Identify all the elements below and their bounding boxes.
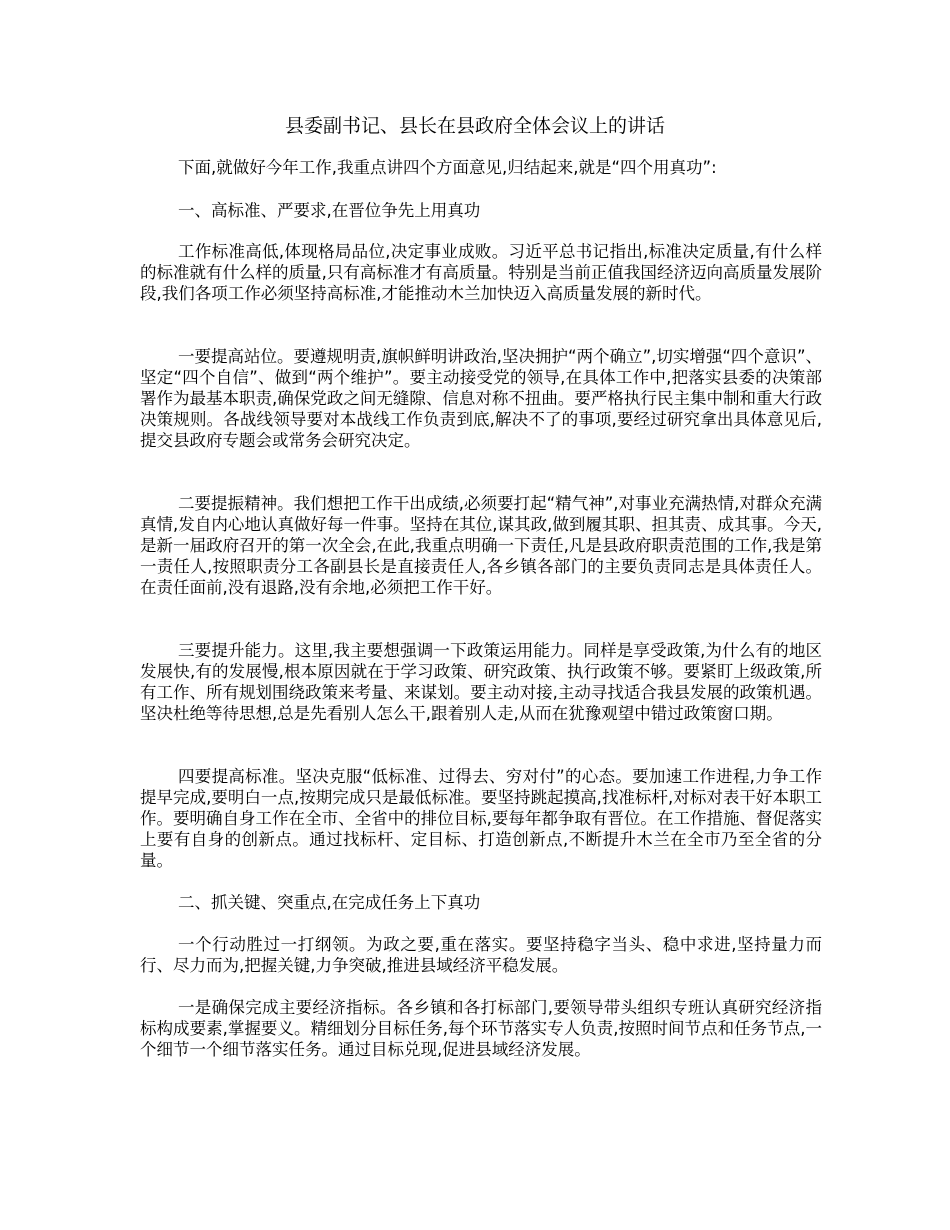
paragraph-standards: 工作标准高低,体现格局品位,决定事业成败。习近平总书记指出,标准决定质量,有什么样的标准就有什么样的质量,只有高标准才有高质量。特别是当前正值我国经济迈向高质量发展阶段,我们各项工作必须坚持高标准,才能推动木兰加快迈入高质量发展的新时代。 [140,242,822,303]
paragraph-improve-ability: 三要提升能力。这里,我主要想强调一下政策运用能力。同样是享受政策,为什么有的地区发展快,有的发展慢,根本原因就在于学习政策、研究政策、执行政策不够。要紧盯上级政策,所有工作、所有规划围绕政策来考量、来谋划。要主动对接,主动寻找适合我县发展的政策机遇。坚决杜绝等待思想,总是先看别人怎么干,跟着别人走,从而在犹豫观望中错过政策窗口期。 [140,641,822,723]
intro-paragraph: 下面,就做好今年工作,我重点讲四个方面意见,归结起来,就是“四个用真功”: [178,158,717,177]
section-heading-1: 一、高标准、严要求,在晋位争先上用真功 [178,201,481,220]
paragraph-action: 一个行动胜过一打纲领。为政之要,重在落实。要坚持稳字当头、稳中求进,坚持量力而行、尽力而为,把握关键,力争突破,推进县域经济平稳发展。 [140,935,822,975]
paragraph-raise-standards: 四要提高标准。坚决克服“低标准、过得去、穷对付”的心态。要加速工作进程,力争工作提早完成,要明白一点,按期完成只是最低标准。要坚持跳起摸高,找准标杆,对标对表干好本职工作。要明确自身工作在全市、全省中的排位目标,要每年都争取有晋位。在工作措施、督促落实上要有自身的创新点。通过找标杆、定目标、打造创新点,不断提升木兰在全市乃至全省的分量。 [140,767,822,870]
paragraph-raise-position: 一要提高站位。要遵规明责,旗帜鲜明讲政治,坚决拥护“两个确立”,切实增强“四个意识”、坚定“四个自信”、做到“两个维护”。要主动接受党的领导,在具体工作中,把落实县委的决策部署作为最基本职责,确保党政之间无缝隙、信息对称不扭曲。要严格执行民主集中制和重大行政决策规则。各战线领导要对本战线工作负责到底,解决不了的事项,要经过研究拿出具体意见后,提交县政府专题会或常务会研究决定。 [140,347,822,450]
paragraph-boost-spirit: 二要提振精神。我们想把工作干出成绩,必须要打起“精气神”,对事业充满热情,对群众充满真情,发自内心地认真做好每一件事。坚持在其位,谋其政,做到履其职、担其责、成其事。今天,是新一届政府召开的第一次全会,在此,我重点明确一下责任,凡是县政府职责范围的工作,我是第一责任人,按照职责分工各副县长是直接责任人,各乡镇各部门的主要负责同志是具体责任人。在责任面前,没有退路,没有余地,必须把工作干好。 [140,494,822,597]
page-title: 县委副书记、县长在县政府全体会议上的讲话 [284,115,665,137]
section-heading-2: 二、抓关键、突重点,在完成任务上下真功 [178,893,481,912]
paragraph-economic-indicators: 一是确保完成主要经济指标。各乡镇和各打标部门,要领导带头组织专班认真研究经济指标构成要素,掌握要义。精细划分目标任务,每个环节落实专人负责,按照时间节点和任务节点,一个细节一个细节落实任务。通过目标兑现,促进县域经济发展。 [140,998,822,1059]
